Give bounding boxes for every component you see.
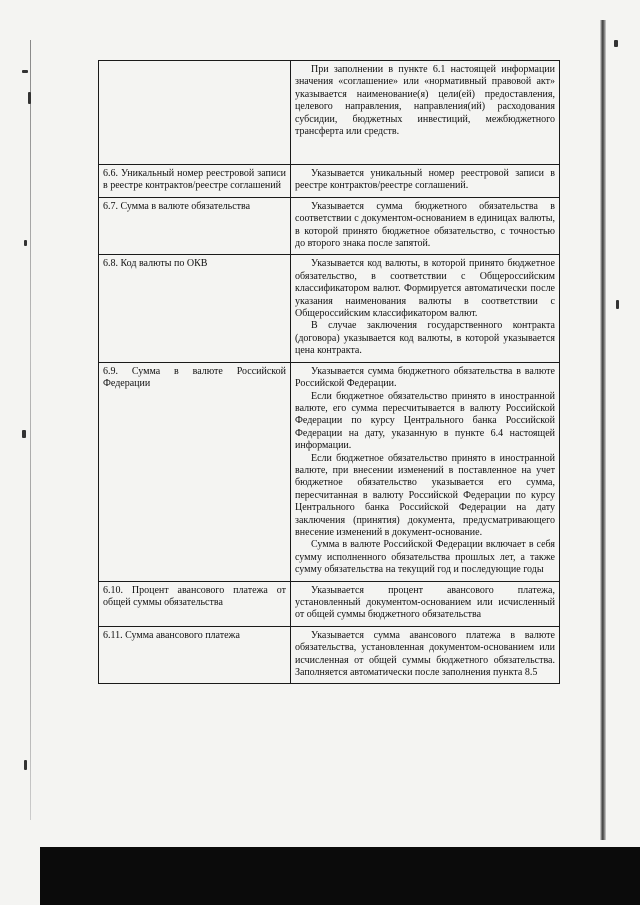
table-row — [99, 255, 560, 362]
field-name-cell: 6.11. Сумма авансового платежа — [99, 626, 291, 684]
table-row — [99, 197, 560, 255]
description-paragraph: При заполнении в пункте 6.1 настоящей информации значения «соглашение» или «нормативный правовой акт» указывается наименование(я) цели(ей) предоставления, целевого направления, направления(ий) расходования субсидии, бюджетных инвестиций, межбюджетного трансферта или средств. — [295, 64, 555, 138]
scan-speck — [24, 240, 27, 246]
table-row — [99, 581, 560, 626]
field-description-cell — [291, 61, 560, 165]
field-description-cell — [291, 626, 560, 684]
field-name-cell: 6.8. Код валюты по ОКВ — [99, 255, 291, 362]
description-paragraph: Указывается сумма авансового платежа в валюте обязательства, установленная документом-основанием или исчисленная от общей суммы бюджетного обязательства. Заполняется автоматически после заполнения пункта 8.5 — [295, 629, 555, 679]
field-description-cell — [291, 362, 560, 581]
field-description-cell — [291, 197, 560, 255]
table-row — [99, 362, 560, 581]
scan-speck — [22, 430, 26, 438]
field-name-cell — [99, 61, 291, 165]
description-paragraph: Указывается код валюты, в которой принято бюджетное обязательство, в соответствии с Общероссийским классификатором валют. Формируется автоматически после указания наименования валюты в соответствии с Общероссийским классификатором валют. — [295, 258, 555, 320]
field-name-cell: 6.9. Сумма в валюте Российской Федерации — [99, 362, 291, 581]
scan-right-edge — [600, 20, 606, 840]
scan-bottom-band — [40, 847, 640, 905]
field-description-cell — [291, 165, 560, 198]
field-name-cell: 6.6. Уникальный номер реестровой записи в реестре контрактов/реестре соглашений — [99, 165, 291, 198]
description-paragraph: Указывается процент авансового платежа, установленный документом-основанием или исчисленный от общей суммы бюджетного обязательства — [295, 584, 555, 621]
table-row — [99, 165, 560, 198]
description-paragraph: В случае заключения государственного контракта (договора) указывается код валюты, в которой указывается цена контракта. — [295, 320, 555, 357]
scan-speck — [24, 760, 27, 770]
requirements-table — [98, 60, 560, 684]
field-name-cell: 6.7. Сумма в валюте обязательства — [99, 197, 291, 255]
scan-left-edge — [30, 40, 31, 820]
scan-speck — [614, 40, 618, 47]
description-paragraph: Указывается уникальный номер реестровой записи в реестре контрактов/реестре соглашений. — [295, 168, 555, 192]
field-description-cell — [291, 581, 560, 626]
table-row — [99, 61, 560, 165]
description-paragraph: Сумма в валюте Российской Федерации включает в себя сумму исполненного обязательства прошлых лет, а также сумму обязательства на текущий год и последующие годы — [295, 539, 555, 576]
table-row — [99, 626, 560, 684]
scan-speck — [28, 92, 31, 104]
field-description-cell — [291, 255, 560, 362]
description-paragraph: Если бюджетное обязательство принято в иностранной валюте, при внесении изменений в поставленное на учет бюджетное обязательство указывается его сумма, пересчитанная в валюту Российской Федерации по курсу Центрального банка Российской Федерации на дату заключения (принятия) документа, предусматривающего внесение изменений в документ-основание. — [295, 452, 555, 538]
scan-speck — [22, 70, 28, 73]
description-paragraph: Указывается сумма бюджетного обязательства в валюте Российской Федерации. — [295, 365, 555, 390]
description-paragraph: Если бюджетное обязательство принято в иностранной валюте, его сумма пересчитывается в валюту Российской Федерации по курсу Центрального банка Российской Федерации на дату, указанную в пункте 6.4 настоящей информации. — [295, 390, 555, 452]
scan-speck — [616, 300, 619, 309]
description-paragraph: Указывается сумма бюджетного обязательства в соответствии с документом-основанием в единицах валюты, в которой принято бюджетное обязательство, с точностью до второго знака после запятой. — [295, 200, 555, 250]
field-name-cell: 6.10. Процент авансового платежа от общей суммы обязательства — [99, 581, 291, 626]
